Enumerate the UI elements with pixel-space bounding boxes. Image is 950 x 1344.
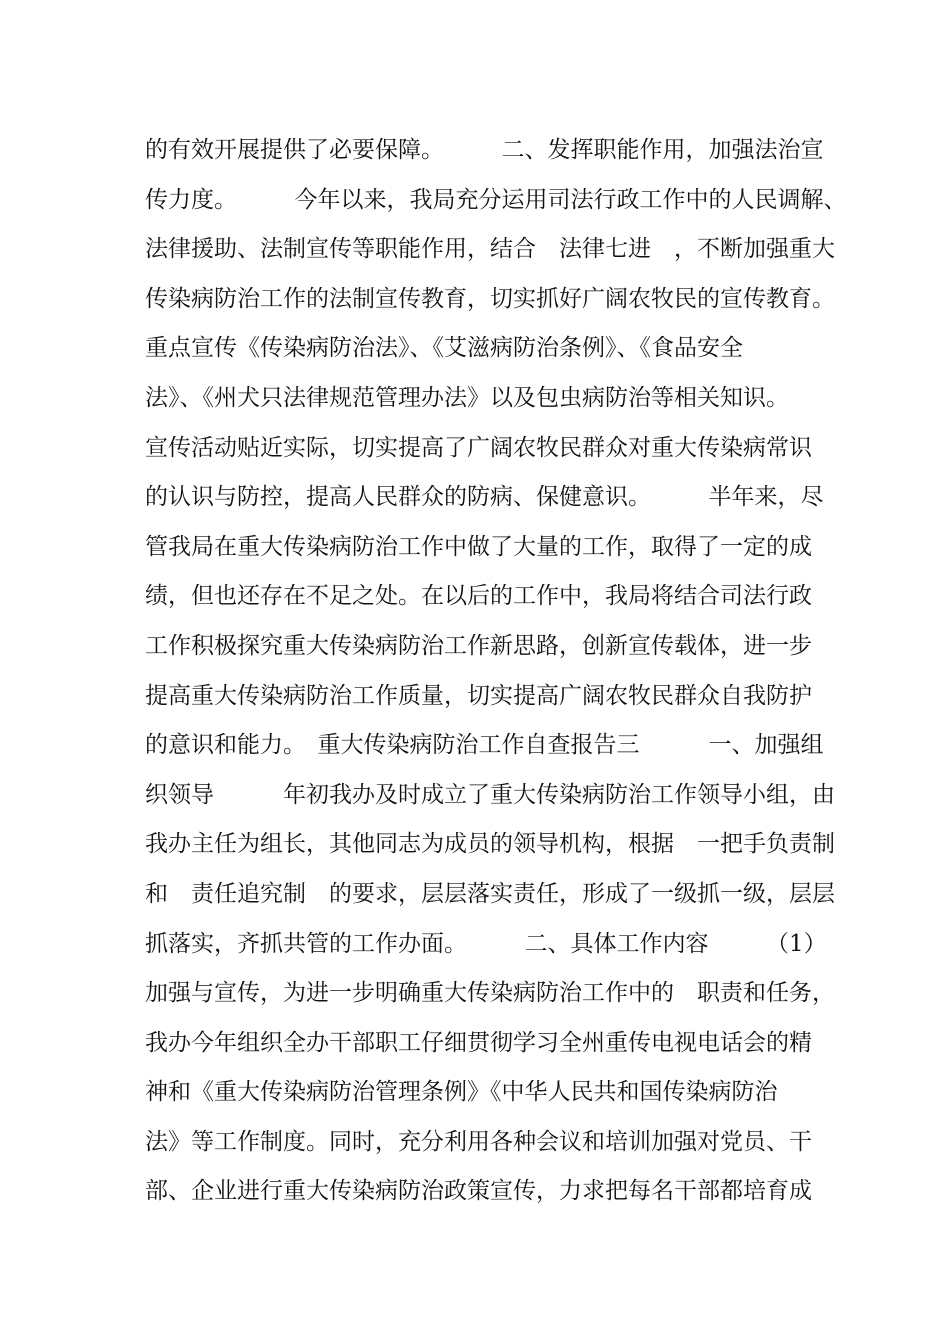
text-line-5: 重点宣传《传染病防治法》、《艾滋病防治条例》、《食品安全 — [145, 335, 743, 362]
text-line-15: 我办主任为组长，其他同志为成员的领导机构，根据 一把手负责制 — [145, 831, 835, 858]
text-line-4: 传染病防治工作的法制宣传教育，切实抓好广阔农牧民的宣传教育。 — [145, 285, 835, 312]
text-line-1: 的有效开展提供了必要保障。 二、发挥职能作用，加强法治宣 — [145, 137, 824, 163]
text-line-20: 神和《重大传染病防治管理条例》《中华人民共和国传染病防治 — [145, 1079, 778, 1106]
text-line-14: 织领导 年初我办及时成立了重大传染病防治工作领导小组，由 — [145, 781, 835, 808]
text-line-21: 法》等工作制度。同时，充分利用各种会议和培训加强对党员、干 — [145, 1128, 812, 1155]
text-line-3: 法律援助、法制宣传等职能作用，结合 法律七进 ，不断加强重大 — [145, 236, 835, 263]
text-line-22: 部、企业进行重大传染病防治政策宣传，力求把每名干部都培育成 — [145, 1178, 812, 1205]
text-line-6: 法》、《州犬只法律规范管理办法》以及包虫病防治等相关知识。 — [145, 384, 789, 411]
text-line-19: 我办今年组织全办干部职工仔细贯彻学习全州重传电视电话会的精 — [145, 1029, 812, 1056]
text-line-17: 抓落实，齐抓共管的工作办面。 二、具体工作内容 （1） — [145, 930, 827, 957]
text-line-7: 宣传活动贴近实际，切实提高了广阔农牧民群众对重大传染病常识 — [145, 434, 812, 461]
text-line-16: 和 责任追究制 的要求，层层落实责任，形成了一级抓一级，层层 — [145, 880, 835, 907]
text-line-18: 加强与宣传，为进一步明确重大传染病防治工作中的 职责和任务， — [145, 980, 835, 1007]
text-line-2: 传力度。 今年以来，我局充分运用司法行政工作中的人民调解、 — [145, 186, 847, 213]
text-line-9: 管我局在重大传染病防治工作中做了大量的工作，取得了一定的成 — [145, 533, 812, 560]
body-text — [145, 126, 845, 1217]
text-line-10: 绩，但也还存在不足之处。在以后的工作中，我局将结合司法行政 — [145, 583, 812, 610]
text-line-12: 提高重大传染病防治工作质量，切实提高广阔农牧民群众自我防护 — [145, 682, 812, 709]
text-line-13: 的意识和能力。 重大传染病防治工作自查报告三 一、加强组 — [145, 732, 824, 759]
text-line-8: 的认识与防控，提高人民群众的防病、保健意识。 半年来，尽 — [145, 484, 824, 511]
text-line-11: 工作积极探究重大传染病防治工作新思路，创新宣传载体，进一步 — [145, 632, 812, 659]
